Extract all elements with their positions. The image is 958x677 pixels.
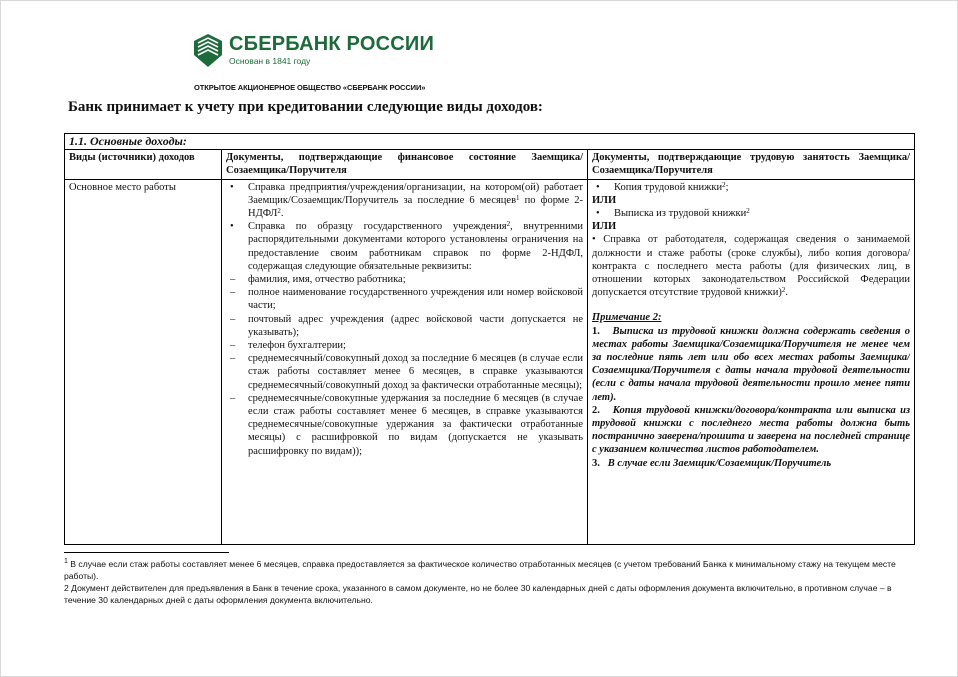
bullet-icon: • [230,181,234,193]
sberbank-emblem-icon [191,31,225,71]
bullet-icon: • [592,234,604,246]
financial-docs-cell [222,179,588,544]
dash-icon: – [230,340,236,352]
footnotes [64,558,914,606]
list-item: – телефон бухгалтерии; [230,340,346,352]
footnote-divider [64,552,229,553]
footnote-2: 2 Документ действителен для предъявления в Банк в течение срока, указанного в самом документе, но не более 30 календарных дней с даты оформления документа включительно, в противном случае – в течение 30 календарных дней с даты оформления документа включительно. [64,583,892,605]
list-item: – среднемесячные/совокупные удержания за последние 6 месяцев (в случае если стаж работы составляет менее 6 месяцев, в справке указываются среднемесячные/совокупные удержания за фактически отработанные месяцы) с расшифровкой по видам (допускается не указывать расшифровку по видам)); [230,392,583,457]
list-item: – фамилия, имя, отчество работника; [230,274,406,286]
table-row [65,179,915,544]
financial-docs-list [226,181,583,458]
note-item: 3. В случае если Заемщик/Созаемщик/Поручитель [592,457,832,469]
employment-docs-list-2 [592,207,910,220]
sberbank-logo [191,29,435,75]
list-item: • Копия трудовой книжки$^2$; [596,180,729,193]
list-item: • Справка предприятия/учреждения/организации, на котором(ой) работает Заемщик/Созаемщик/Поручитель за последние 6 месяцев$^1$ по форме 2-НДФЛ$^2$. [230,181,583,220]
list-item: – почтовый адрес учреждения (адрес войсковой части допускается не указывать); [230,313,583,338]
bullet-icon: • [596,181,600,193]
section-row [65,134,915,150]
list-item: • Справка по образцу государственного учреждения$^2$, внутренними распорядительными документами которого установлены ограничения на предоставление своим работникам справок по форме 2-НДФЛ, содержащая следующие обязательные реквизиты: [230,220,583,272]
dash-icon: – [230,392,236,404]
or-label: ИЛИ [592,194,617,206]
logo-tagline: Основан в 1841 году [229,56,311,66]
header-financial-docs: Документы, подтверждающие финансовое состояние Заемщика/Созаемщика/Поручителя [222,150,588,179]
dash-icon: – [230,313,236,325]
section-title: 1.1. Основные доходы: [65,134,915,150]
dash-icon: – [230,353,236,365]
company-line: ОТКРЫТОЕ АКЦИОНЕРНОЕ ОБЩЕСТВО «СБЕРБАНК РОССИИ» [194,83,426,92]
employment-docs-cell [588,179,915,544]
note-item: 2. Копия трудовой книжки/договора/контракта или выписка из трудовой книжки с последнего места работы должна быть постранично заверена/прошита и заверена на последней странице с указанием количества листов работодателем. [592,404,911,456]
income-type-cell [65,179,222,544]
or-label: ИЛИ [592,221,617,233]
dash-icon: – [230,274,236,286]
list-item: – среднемесячный/совокупный доход за последние 6 месяцев (в случае если стаж работы составляет менее 6 месяцев, в справке указываются среднемесячный/совокупный доход за фактически отработанные месяцы); [230,353,583,391]
dash-icon: – [230,287,236,299]
footnote-1: $^1$ В случае если стаж работы составляет менее 6 месяцев, справка предоставляется за фактическое количество отработанных месяцев (с учетом требований Банка к минимальному стажу на текущем месте работы). [64,558,896,581]
employment-docs-list [592,181,910,194]
logo-name: СБЕРБАНК РОССИИ [229,33,435,55]
header-employment-docs: Документы, подтверждающие трудовую занятость Заемщика/Созаемщика/Поручителя [588,150,915,179]
list-item: • Выписка из трудовой книжки$^2$ [596,207,750,220]
page-title: Банк принимает к учету при кредитовании следующие виды доходов: [68,99,543,115]
income-table [64,133,915,545]
list-item: – полное наименование государственного учреждения или номер войсковой части; [230,287,583,312]
bullet-icon: • [230,221,234,233]
bullet-icon: • [596,208,600,220]
income-type: Основное место работы [69,181,176,193]
employment-item3: • Справка от работодателя, содержащая сведения о занимаемой должности и стаже работы (сроке службы), либо копия договора/контракта с последнего места работы (для физических лиц, в отношении которых законодательством Российской Федерации допускается отсутствие трудовой книжки)$^2$. [592,234,911,299]
note-title: Примечание 2: [592,312,662,324]
note-item: 1. Выписка из трудовой книжки должна содержать сведения о местах работы Заемщика/Созаемщика/Поручителя не менее чем за последние пять лет или обо всех местах работы Заемщика/Созаемщика/Поручителя с даты начала трудовой деятельности (если с даты начала трудовой деятельности прошло менее пяти лет). [592,325,911,403]
header-row [65,150,915,179]
header-income-type: Виды (источники) доходов [65,150,222,179]
